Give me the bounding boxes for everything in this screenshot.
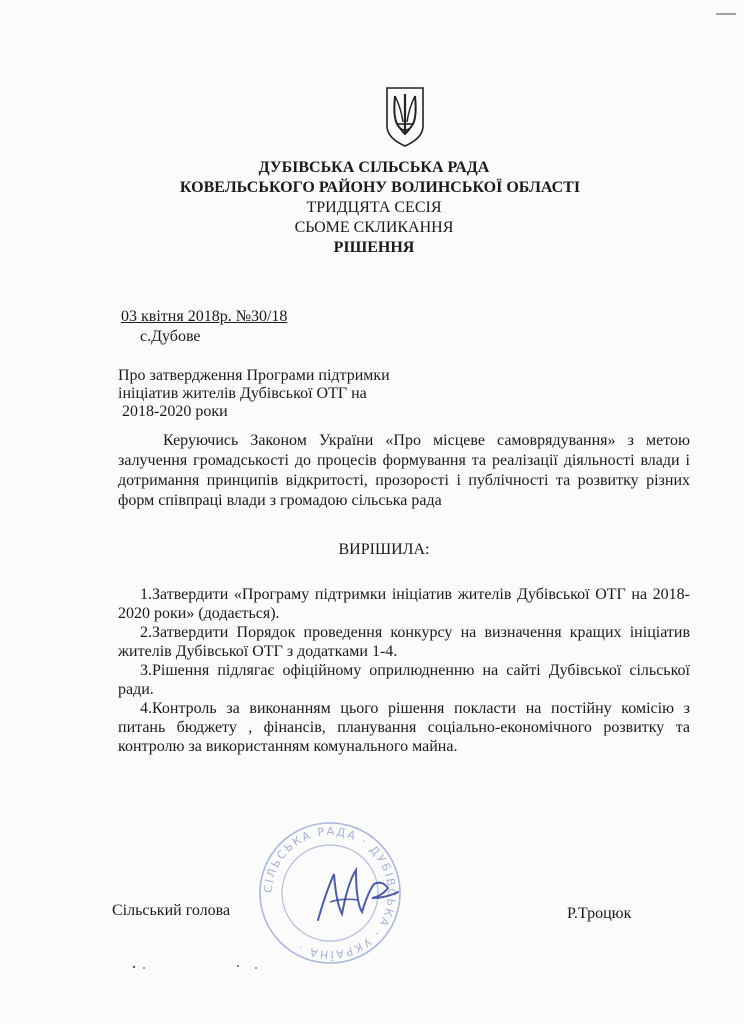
decision-item: 1.Затвердити «Програму підтримки ініціатив жителів Дубівської ОТГ на 2018-2020 роки» (додається). (118, 586, 690, 622)
signatory-name: Р.Троцюк (567, 905, 632, 922)
place-name: с.Дубове (140, 328, 201, 345)
document-header (0, 158, 744, 258)
resolved-text: ВИРІШИЛА: (338, 541, 430, 558)
decision-subject (118, 367, 438, 421)
resolved-heading (0, 541, 744, 559)
subject-line: Про затвердження Програми підтримки (118, 367, 390, 384)
convocation-title: СЬОМЕ СКЛИКАННЯ (294, 219, 454, 236)
preamble-paragraph: Керуючись Законом України «Про місцеве самоврядування» з метою залучення громадськості до процесів формування та реалізації діяльності влади і дотримання принципів відкритості, прозорості і публічності та розвитку різних форм співпраці влади з громадою сільська рада (118, 432, 690, 509)
signature-label: Сільський голова (112, 902, 231, 919)
trident-emblem-icon (383, 86, 427, 148)
stamp-ring-text: СІЛЬСЬКА РАДА · ДУБІВСЬКА · УКРАЇНА · (261, 824, 399, 962)
district-region: КОВЕЛЬСЬКОГО РАЙОНУ ВОЛИНСЬКОЇ ОБЛАСТІ (179, 179, 581, 196)
decision-title: РІШЕННЯ (333, 239, 415, 256)
subject-line: ініціатив жителів Дубівської ОТГ на (118, 385, 367, 402)
council-name: ДУБІВСЬКА СІЛЬСЬКА РАДА (258, 159, 490, 176)
subject-line: 2018-2020 роки (122, 403, 228, 420)
session-title: ТРИДЦЯТА СЕСІЯ (306, 199, 442, 216)
decision-item: 2.Затвердити Порядок проведення конкурсу на визначення кращих ініціатив жителів Дубівської ОТГ з додатками 1-4. (118, 624, 690, 660)
decision-item: 3.Рішення підлягає офіційному оприлюдненню на сайті Дубівської сільської ради. (118, 662, 690, 698)
scan-mark (716, 12, 736, 16)
handwritten-signature (312, 862, 402, 927)
decision-items (118, 585, 690, 756)
decision-item: 4.Контроль за виконанням цього рішення покласти на постійну комісію з питань бюджету , фінансів, планування соціально-економічного розвитку та контролю за використанням комунального майна. (118, 700, 690, 755)
scan-specks (130, 962, 270, 972)
date-number: 03 квітня 2018р. №30/18 (121, 308, 288, 325)
